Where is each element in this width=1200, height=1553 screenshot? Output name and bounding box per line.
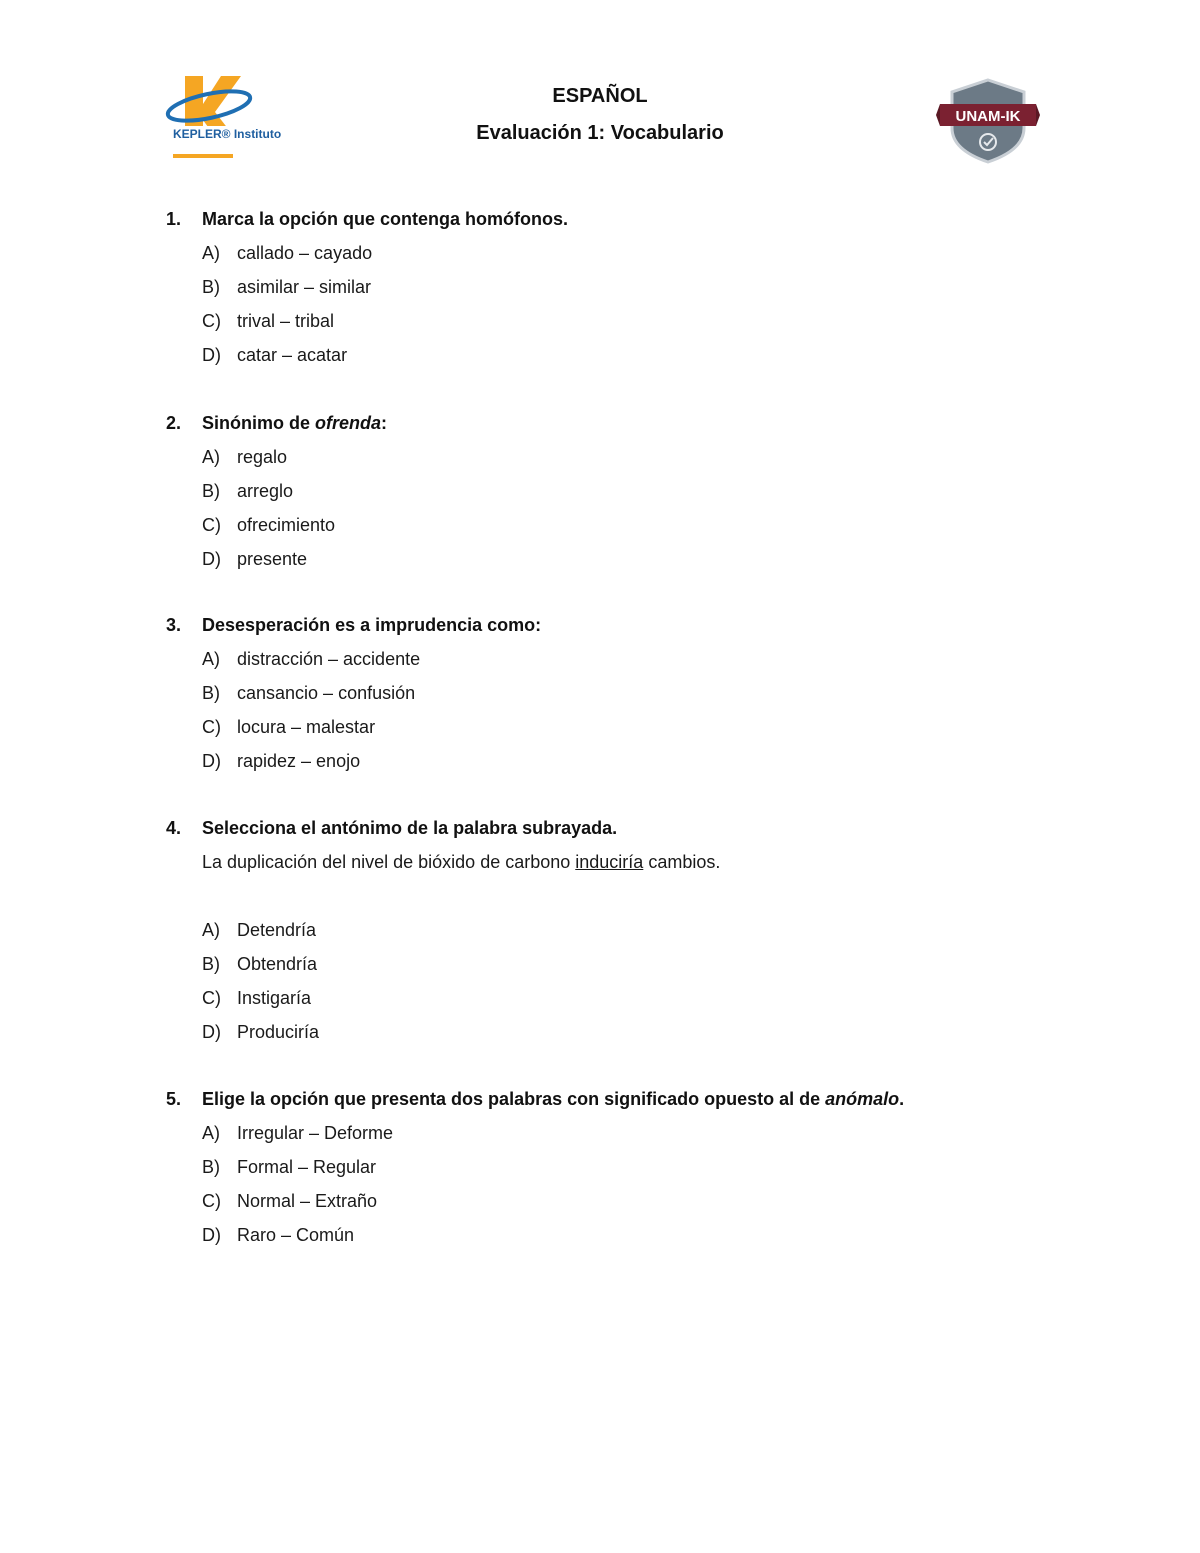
option-b xyxy=(202,276,1066,298)
option-letter: A) xyxy=(202,649,220,669)
option-c xyxy=(202,716,1066,738)
question-number: 1. xyxy=(166,209,182,229)
option-letter: A) xyxy=(202,447,220,467)
option-d xyxy=(202,344,1066,366)
question-3 xyxy=(166,614,1066,772)
option-text: Produciría xyxy=(237,1022,320,1042)
option-letter: D) xyxy=(202,549,221,569)
question-statement xyxy=(202,851,1066,873)
option-a xyxy=(202,919,1066,941)
statement-post: cambios. xyxy=(643,852,721,872)
option-d xyxy=(202,1224,1066,1246)
option-letter: D) xyxy=(202,1225,221,1245)
option-text: cansancio – confusión xyxy=(237,683,416,703)
option-text: asimilar – similar xyxy=(237,277,372,297)
question-1 xyxy=(166,208,1066,366)
underlined-word: induciría xyxy=(575,852,644,872)
option-b xyxy=(202,682,1066,704)
prompt-pre: Sinónimo de xyxy=(202,413,316,433)
option-c xyxy=(202,514,1066,536)
option-text: Instigaría xyxy=(237,988,312,1008)
option-text: ofrecimiento xyxy=(237,515,336,535)
option-letter: B) xyxy=(202,277,220,297)
option-text: Normal – Extraño xyxy=(237,1191,378,1211)
option-text: arreglo xyxy=(237,481,294,501)
option-letter: C) xyxy=(202,311,221,331)
option-text: Obtendría xyxy=(237,954,318,974)
unam-badge-text: UNAM-IK xyxy=(955,108,1021,125)
question-2 xyxy=(166,412,1066,570)
option-letter: A) xyxy=(202,920,220,940)
option-text: presente xyxy=(237,549,308,569)
question-number: 3. xyxy=(166,615,182,635)
option-letter: A) xyxy=(202,1123,220,1143)
option-text: catar – acatar xyxy=(237,345,348,365)
option-text: rapidez – enojo xyxy=(237,751,361,771)
question-number: 2. xyxy=(166,413,182,433)
prompt-pre: Elige la opción que presenta dos palabras con significado opuesto al de xyxy=(202,1089,826,1109)
option-letter: C) xyxy=(202,1191,221,1211)
prompt-emphasis: ofrenda xyxy=(315,413,382,433)
option-letter: C) xyxy=(202,988,221,1008)
option-letter: C) xyxy=(202,515,221,535)
option-letter: B) xyxy=(202,481,220,501)
prompt-emphasis: anómalo xyxy=(825,1089,900,1109)
option-text: Raro – Común xyxy=(237,1225,355,1245)
question-5 xyxy=(166,1088,1066,1246)
option-text: regalo xyxy=(237,447,288,467)
question-number: 5. xyxy=(166,1089,182,1109)
option-letter: D) xyxy=(202,345,221,365)
option-letter: B) xyxy=(202,683,220,703)
option-text: distracción – accidente xyxy=(237,649,421,669)
option-letter: D) xyxy=(202,751,221,771)
prompt-post: : xyxy=(381,413,388,433)
subject-title: ESPAÑOL xyxy=(552,85,648,107)
option-text: trival – tribal xyxy=(237,311,335,331)
option-d xyxy=(202,750,1066,772)
option-letter: A) xyxy=(202,243,220,263)
question-prompt: Marca la opción que contenga homófonos. xyxy=(202,209,569,229)
question-number: 4. xyxy=(166,818,182,838)
option-text: callado – cayado xyxy=(237,243,373,263)
option-b xyxy=(202,953,1066,975)
option-text: locura – malestar xyxy=(237,717,376,737)
statement-pre: La duplicación del nivel de bióxido de carbono xyxy=(202,852,576,872)
option-a xyxy=(202,648,1066,670)
option-text: Detendría xyxy=(237,920,317,940)
option-text: Formal – Regular xyxy=(237,1157,377,1177)
option-letter: B) xyxy=(202,954,220,974)
option-a xyxy=(202,446,1066,468)
question-prompt xyxy=(202,1088,904,1110)
option-letter: D) xyxy=(202,1022,221,1042)
option-letter: C) xyxy=(202,717,221,737)
question-prompt xyxy=(202,412,387,434)
question-prompt: Selecciona el antónimo de la palabra subrayada. xyxy=(202,818,618,838)
kepler-logo-text: KEPLER® Instituto xyxy=(173,127,282,141)
page-title: Evaluación 1: Vocabulario xyxy=(476,122,724,144)
option-a xyxy=(202,242,1066,264)
option-d xyxy=(202,1021,1066,1043)
option-b xyxy=(202,1156,1066,1178)
option-c xyxy=(202,310,1066,332)
question-4 xyxy=(166,817,1066,1043)
option-letter: B) xyxy=(202,1157,220,1177)
option-c xyxy=(202,1190,1066,1212)
option-text: Irregular – Deforme xyxy=(237,1123,394,1143)
option-a xyxy=(202,1122,1066,1144)
option-b xyxy=(202,480,1066,502)
question-prompt: Desesperación es a imprudencia como: xyxy=(202,615,542,635)
prompt-post: . xyxy=(899,1089,905,1109)
option-c xyxy=(202,987,1066,1009)
option-d xyxy=(202,548,1066,570)
